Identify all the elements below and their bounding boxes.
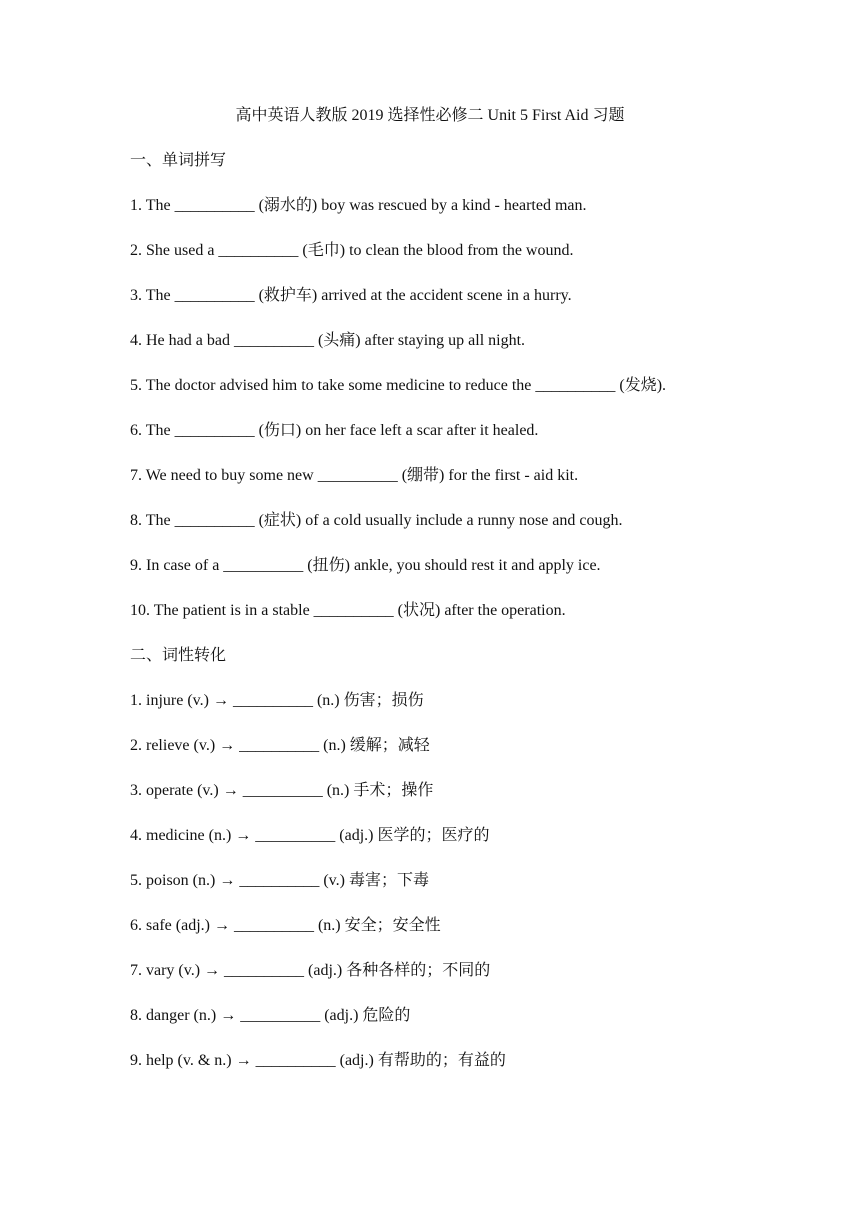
- spelling-item-10: 10. The patient is in a stable __________ (状况) after the operation.: [130, 602, 566, 619]
- word-form-item-2: 2. relieve (v.) → __________ (n.) 缓解；减轻: [130, 737, 430, 754]
- spelling-item-7: 7. We need to buy some new __________ (绷带) for the first - aid kit.: [130, 467, 579, 484]
- spelling-item-6: 6. The __________ (伤口) on her face left a scar after it healed.: [130, 422, 539, 439]
- word-form-item-9: 9. help (v. & n.) → __________ (adj.) 有帮助的；有益的: [130, 1052, 506, 1069]
- spelling-item-9: 9. In case of a __________ (扭伤) ankle, you should rest it and apply ice.: [130, 557, 601, 574]
- document-title: 高中英语人教版 2019 选择性必修二 Unit 5 First Aid 习题: [235, 107, 625, 124]
- word-form-item-8: 8. danger (n.) → __________ (adj.) 危险的: [130, 1007, 411, 1024]
- word-form-item-1: 1. injure (v.) → __________ (n.) 伤害；损伤: [130, 692, 424, 709]
- spelling-item-1: 1. The __________ (溺水的) boy was rescued by a kind - hearted man.: [130, 197, 587, 214]
- spelling-item-3: 3. The __________ (救护车) arrived at the accident scene in a hurry.: [130, 287, 572, 304]
- section-heading-word-forms: 二、词性转化: [130, 647, 227, 664]
- spelling-item-8: 8. The __________ (症状) of a cold usually include a runny nose and cough.: [130, 512, 623, 529]
- word-form-item-7: 7. vary (v.) → __________ (adj.) 各种各样的；不同的: [130, 962, 491, 979]
- word-form-item-5: 5. poison (n.) → __________ (v.) 毒害；下毒: [130, 872, 429, 889]
- section-heading-spelling: 一、单词拼写: [130, 152, 227, 169]
- spelling-item-4: 4. He had a bad __________ (头痛) after staying up all night.: [130, 332, 526, 349]
- word-form-item-3: 3. operate (v.) → __________ (n.) 手术；操作: [130, 782, 434, 799]
- spelling-item-5: 5. The doctor advised him to take some medicine to reduce the __________ (发烧).: [130, 377, 667, 394]
- spelling-item-2: 2. She used a __________ (毛巾) to clean the blood from the wound.: [130, 242, 574, 259]
- word-form-item-6: 6. safe (adj.) → __________ (n.) 安全；安全性: [130, 917, 441, 934]
- word-form-item-4: 4. medicine (n.) → __________ (adj.) 医学的；医疗的: [130, 827, 490, 844]
